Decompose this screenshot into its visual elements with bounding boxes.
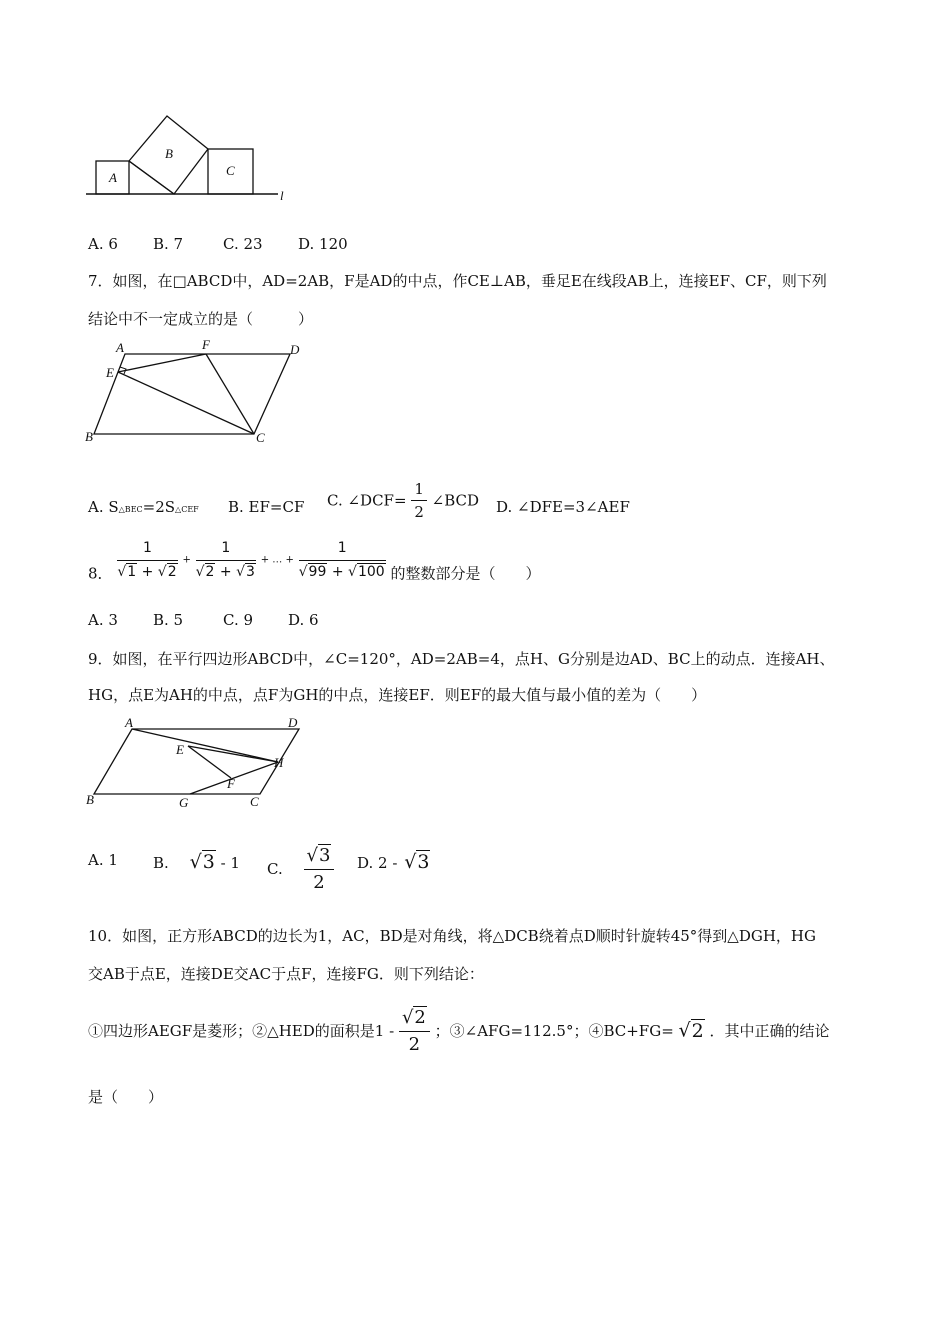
q10-text-line1: 10．如图，正方形ABCD的边长为1，AC，BD是对角线，将△DCB绕着点D顺时针旋转45°得到△DGH，HG [88, 927, 816, 945]
q9-option-c: C. $\frac{√3}{2}$ [267, 845, 334, 893]
label-g: G [179, 795, 189, 810]
q8-question: 8． $\frac{1}{√1 + √2}$ + $\frac{1}{√2 + √3}$ + … + $\frac{1}{√99 + √100}$ 的整数部分是（ ） [88, 540, 541, 583]
label-a: A [116, 340, 124, 355]
label-c: C [256, 430, 265, 445]
label-f: F [202, 338, 210, 352]
q7-option-a: A. S△BEC=2S△CEF [88, 498, 199, 516]
label-c: C [250, 794, 259, 809]
q8-option-c: C. 9 [223, 611, 254, 629]
label-d: D [290, 342, 300, 357]
q9-option-a: A. 1 [88, 851, 118, 869]
q6-option-b: B. 7 [153, 235, 184, 253]
q9-option-b: B. √3 - 1 [153, 851, 240, 873]
label-h: H [274, 755, 284, 770]
label-b: B [86, 792, 94, 807]
label-a: A [109, 170, 117, 185]
label-a: A [125, 715, 133, 730]
q10-text-line2: 交AB于点E，连接DE交AC于点F，连接FG．则下列结论： [88, 965, 484, 983]
squares-figure [82, 110, 302, 205]
label-e: E [176, 742, 184, 757]
q8-option-d: D. 6 [288, 611, 319, 629]
q6-option-d: D. 120 [298, 235, 348, 253]
q8-option-b: B. 5 [153, 611, 184, 629]
q9-text-line2: HG，点E为AH的中点，点F为GH的中点，连接EF．则EF的最大值与最小值的差为（ ） [88, 686, 707, 704]
q7-text-line1: 7．如图，在□ABCD中，AD=2AB，F是AD的中点，作CE⊥AB，垂足E在线段AB上，连接EF、CF，则下列 [88, 272, 827, 290]
label-d: D [288, 715, 298, 730]
q6-option-a: A. 6 [88, 235, 118, 253]
q9-option-d: D. 2 - √3 [357, 851, 430, 873]
q8-option-a: A. 3 [88, 611, 118, 629]
label-f: F [227, 776, 235, 791]
q7-option-b: B. EF=CF [228, 498, 305, 516]
q10-text-line4: 是（ ） [88, 1088, 164, 1106]
label-b: B [165, 146, 173, 161]
label-b: B [85, 429, 93, 444]
q6-option-c: C. 23 [223, 235, 263, 253]
parallelogram-figure-q9 [82, 712, 312, 814]
parallelogram-figure-q7 [80, 338, 310, 448]
label-c: C [226, 163, 235, 178]
q10-text-line3: ①四边形AEGF是菱形；②△HED的面积是1 - $\frac{√2}{2}$ ；③∠AFG=112.5°；④BC+FG= √2 ．其中正确的结论 [88, 1007, 830, 1055]
label-e: E [106, 365, 114, 380]
label-l: l [280, 188, 284, 203]
q7-option-c: C. ∠DCF= $\frac{1}{2}$ ∠BCD [327, 480, 480, 521]
q7-text-line2: 结论中不一定成立的是（ ） [88, 310, 314, 328]
q7-option-d: D. ∠DFE=3∠AEF [496, 498, 630, 516]
q9-text-line1: 9．如图，在平行四边形ABCD中，∠C=120°，AD=2AB=4，点H、G分别是边AD、BC上的动点．连接AH、 [88, 650, 835, 668]
